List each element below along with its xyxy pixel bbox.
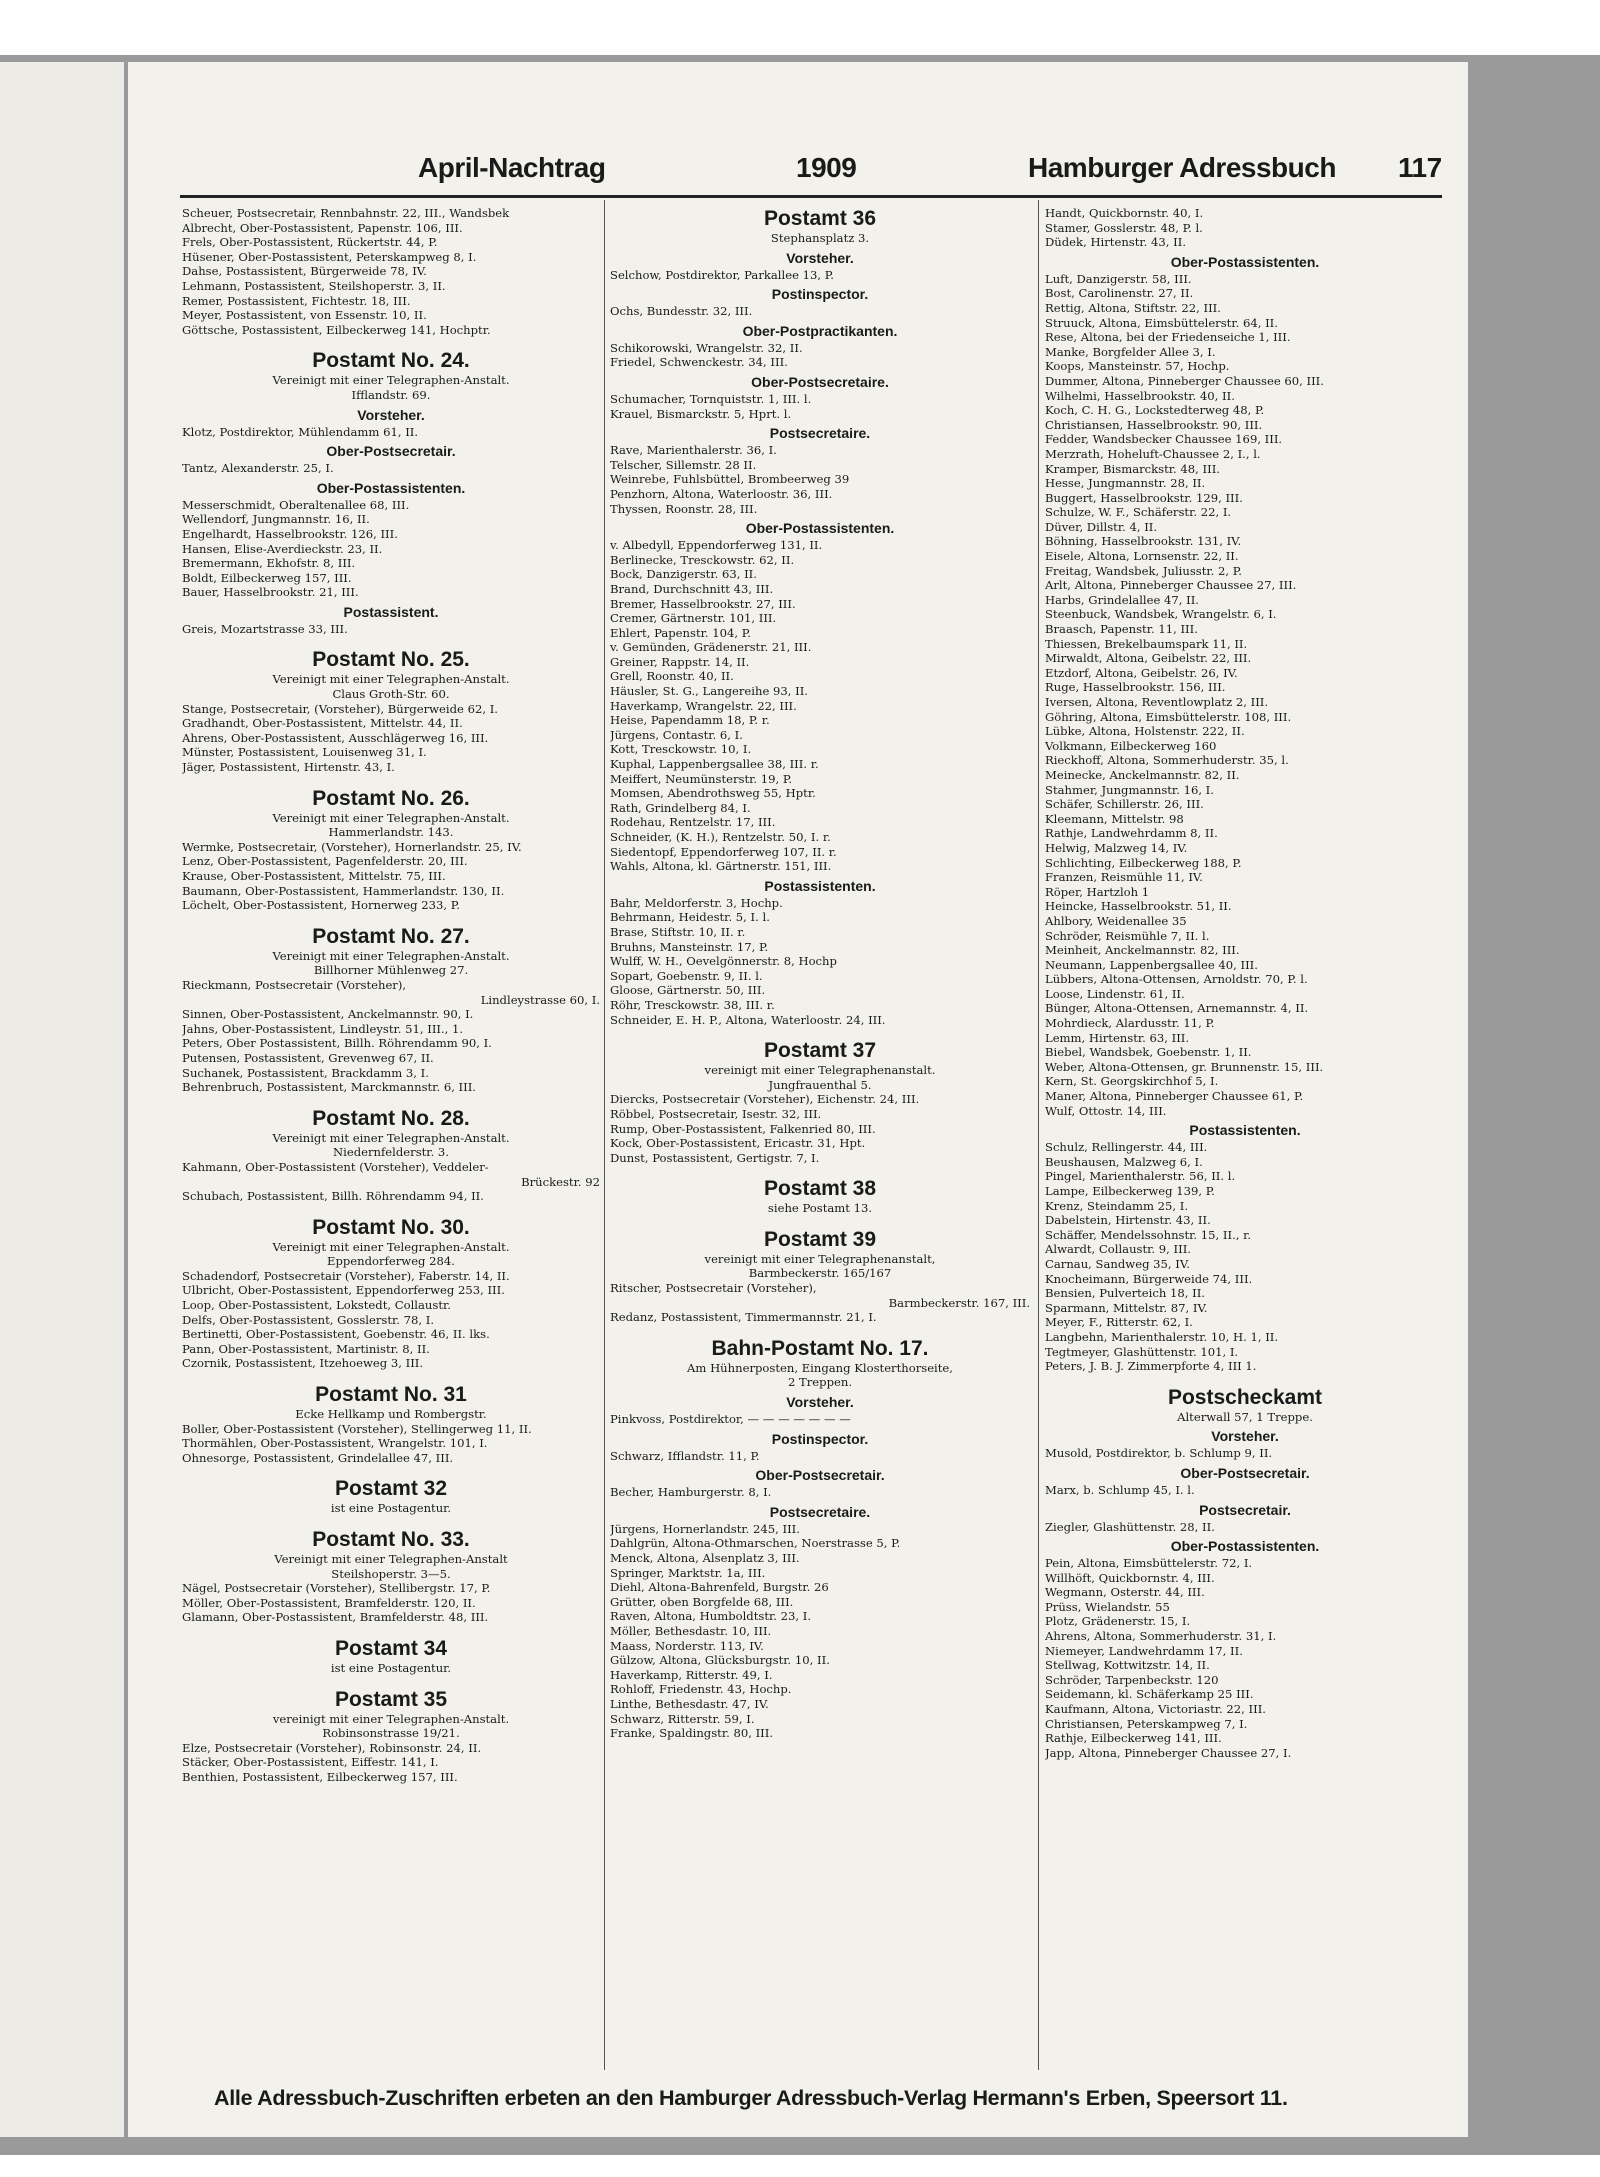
directory-entry: Kramper, Bismarckstr. 48, III. <box>1045 461 1220 476</box>
directory-entry: Jäger, Postassistent, Hirtenstr. 43, I. <box>182 760 395 775</box>
postamt-address: Niedernfelderstr. 3. <box>333 1145 449 1160</box>
section-heading: Ober-Postsecretaire. <box>751 373 889 390</box>
directory-entry: Springer, Marktstr. 1a, III. <box>610 1565 766 1580</box>
directory-entry: Scheuer, Postsecretair, Rennbahnstr. 22, III., Wandsbek <box>182 206 510 220</box>
directory-entry: Brase, Stiftstr. 10, II. r. <box>610 924 746 939</box>
directory-entry: Wahls, Altona, kl. Gärtnerstr. 151, III. <box>610 859 832 874</box>
directory-entry: Ehlert, Papenstr. 104, P. <box>610 625 751 640</box>
directory-entry: Fedder, Wandsbecker Chaussee 169, III. <box>1045 432 1283 447</box>
directory-entry: Rathje, Landwehrdamm 8, II. <box>1045 826 1218 841</box>
directory-entry: Wilhelmi, Hasselbrookstr. 40, II. <box>1045 388 1235 403</box>
directory-entry: Wegmann, Osterstr. 44, III. <box>1045 1585 1205 1600</box>
header-year: 1909 <box>796 152 857 183</box>
column-divider-2 <box>1038 200 1039 2070</box>
directory-entry: Löchelt, Ober-Postassistent, Hornerweg 233, P. <box>182 898 460 913</box>
directory-entry: Jürgens, Contastr. 6, I. <box>610 727 743 742</box>
directory-entry: Glamann, Ober-Postassistent, Bramfelderstr. 48, III. <box>182 1610 489 1625</box>
directory-entry-continuation: Barmbeckerstr. 167, III. <box>888 1295 1030 1310</box>
directory-entry: Selchow, Postdirektor, Parkallee 13, P. <box>610 267 834 282</box>
postamt-title: Bahn-Postamt No. 17. <box>711 1336 929 1360</box>
directory-entry: Diehl, Altona-Bahrenfeld, Burgstr. 26 <box>610 1580 829 1595</box>
directory-entry: Hansen, Elise-Averdieckstr. 23, II. <box>182 541 383 556</box>
postamt-title: Postamt No. 31 <box>315 1383 467 1407</box>
directory-entry: Stahmer, Jungmannstr. 16, I. <box>1045 782 1214 797</box>
directory-entry: Helwig, Malzweg 14, IV. <box>1045 840 1188 855</box>
postamt-address: Claus Groth-Str. 60. <box>332 687 450 702</box>
directory-entry: Benthien, Postassistent, Eilbeckerweg 157, III. <box>182 1769 458 1784</box>
directory-entry: Kern, St. Georgskirchhof 5, I. <box>1045 1074 1219 1089</box>
postamt-address: Billhorner Mühlenweg 27. <box>313 963 469 978</box>
directory-entry: Tegtmeyer, Glashüttenstr. 101, I. <box>1045 1344 1239 1359</box>
directory-entry: Stellwag, Kottwitzstr. 14, II. <box>1045 1658 1210 1673</box>
postamt-address: Ifflandstr. 69. <box>351 387 431 402</box>
directory-entry: Düver, Dillstr. 4, II. <box>1045 519 1158 534</box>
directory-entry: Merzrath, Hoheluft-Chaussee 2, I., l. <box>1045 446 1261 461</box>
footer-notice: Alle Adressbuch-Zuschriften erbeten an den Hamburger Adressbuch-Verlag Hermann's Erben, Speersort 11. <box>214 2086 1288 2110</box>
directory-entry: Alwardt, Collaustr. 9, III. <box>1045 1242 1191 1257</box>
directory-entry: Lemm, Hirtenstr. 63, III. <box>1045 1030 1190 1045</box>
directory-entry: Buggert, Hasselbrookstr. 129, III. <box>1045 490 1243 505</box>
directory-entry: Krenz, Steindamm 25, I. <box>1045 1198 1189 1213</box>
directory-entry: Diercks, Postsecretair (Vorsteher), Eichenstr. 24, III. <box>610 1092 920 1107</box>
section-heading: Postassistenten. <box>764 877 876 894</box>
directory-entry: Ohnesorge, Postassistent, Grindelallee 47, III. <box>182 1450 454 1465</box>
directory-entry: Röhr, Tresckowstr. 38, III. r. <box>610 997 775 1012</box>
directory-entry: Schulze, W. F., Schäferstr. 22, I. <box>1045 505 1232 520</box>
directory-entry: Loose, Lindenstr. 61, II. <box>1045 986 1185 1001</box>
directory-entry: Maass, Norderstr. 113, IV. <box>610 1638 764 1653</box>
directory-entry: Bruhns, Mansteinstr. 17, P. <box>610 939 769 954</box>
postamt-title: Postamt No. 26. <box>312 786 470 810</box>
directory-entry-continuation: Brückestr. 92 <box>521 1174 600 1189</box>
postamt-title: Postamt No. 30. <box>312 1215 470 1239</box>
directory-entry: Suchanek, Postassistent, Brackdamm 3, I. <box>182 1065 429 1080</box>
directory-entry: Iversen, Altona, Reventlowplatz 2, III. <box>1045 695 1269 709</box>
postamt-address: vereinigt mit einer Telegraphen-Anstalt. <box>272 1711 510 1726</box>
section-heading: Ober-Postsecretair. <box>755 1467 885 1484</box>
directory-entry: Lehmann, Postassistent, Steilshoperstr. 3, II. <box>182 278 446 293</box>
postamt-address: Stephansplatz 3. <box>770 231 870 245</box>
postamt-title: Postamt 39 <box>763 1227 877 1251</box>
directory-entry: Göttsche, Postassistent, Eilbeckerweg 141, Hochptr. <box>182 322 491 337</box>
postamt-address: Vereinigt mit einer Telegraphen-Anstalt. <box>272 672 510 687</box>
directory-entry: Harbs, Grindelallee 47, II. <box>1045 592 1199 607</box>
directory-entry: Schneider, E. H. P., Altona, Waterloostr. 24, III. <box>610 1012 886 1027</box>
directory-entry: Bock, Danzigerstr. 63, II. <box>610 567 757 582</box>
directory-entry: Meiffert, Neumünsterstr. 19, P. <box>610 771 793 786</box>
directory-entry: Neumann, Lappenbergsallee 40, III. <box>1045 957 1258 972</box>
postamt-address: 2 Treppen. <box>787 1375 853 1390</box>
directory-entry: Berlinecke, Tresckowstr. 62, II. <box>610 552 795 567</box>
directory-entry: Rump, Ober-Postassistent, Falkenried 80, III. <box>610 1121 876 1136</box>
directory-entry: Schikorowski, Wrangelstr. 32, II. <box>610 340 803 355</box>
directory-entry: Lenz, Ober-Postassistent, Pagenfelderstr. 20, III. <box>182 854 468 869</box>
directory-entry: Behrenbruch, Postassistent, Marckmannstr. 6, III. <box>182 1080 476 1095</box>
section-heading: Postsecretaire. <box>769 425 871 442</box>
postamt-title: Postscheckamt <box>1167 1385 1323 1409</box>
directory-entry: Weinrebe, Fuhlsbüttel, Brombeerweg 39 <box>610 472 850 487</box>
directory-entry: Willhöft, Quickbornstr. 4, III. <box>1045 1570 1215 1585</box>
directory-entry: Sparmann, Mittelstr. 87, IV. <box>1045 1300 1208 1315</box>
directory-entry: Hüsener, Ober-Postassistent, Peterskampweg 8, I. <box>182 249 477 264</box>
postamt-title: Postamt 36 <box>763 207 877 230</box>
directory-entry: Biebel, Wandsbek, Goebenstr. 1, II. <box>1045 1045 1252 1060</box>
directory-entry: Ruge, Hasselbrookstr. 156, III. <box>1045 680 1226 695</box>
directory-entry: Freitag, Wandsbek, Juliusstr. 2, P. <box>1045 563 1242 578</box>
directory-entry: Röbbel, Postsecretair, Isestr. 32, III. <box>610 1106 822 1121</box>
directory-entry: Dahse, Postassistent, Bürgerweide 78, IV. <box>182 264 427 279</box>
directory-entry: Gülzow, Altona, Glücksburgstr. 10, II. <box>610 1653 830 1668</box>
directory-entry: Peters, J. B. J. Zimmerpforte 4, III 1. <box>1045 1359 1257 1374</box>
directory-entry: Heincke, Hasselbrookstr. 51, II. <box>1045 899 1232 914</box>
directory-entry: Lübke, Altona, Holstenstr. 222, II. <box>1045 724 1245 739</box>
postamt-title: Postamt No. 28. <box>312 1106 470 1130</box>
directory-entry: Sopart, Goebenstr. 9, II. l. <box>610 968 763 983</box>
column-divider-1 <box>604 200 605 2070</box>
directory-entry: Delfs, Ober-Postassistent, Gosslerstr. 78, I. <box>182 1312 435 1327</box>
directory-entry: Christiansen, Hasselbrookstr. 90, III. <box>1045 417 1263 432</box>
postamt-address: Vereinigt mit einer Telegraphen-Anstalt <box>274 1552 508 1566</box>
directory-entry: Mirwaldt, Altona, Geibelstr. 22, III. <box>1045 651 1252 666</box>
directory-entry: Christiansen, Peterskampweg 7, I. <box>1045 1716 1248 1731</box>
header-title: Hamburger Adressbuch <box>1028 152 1336 183</box>
postamt-title: Postamt No. 33. <box>312 1528 470 1551</box>
section-heading: Postassistent. <box>343 603 439 620</box>
directory-entry: Siedentopf, Eppendorferweg 107, II. r. <box>610 844 837 859</box>
directory-entry: Bensien, Pulverteich 18, II. <box>1045 1286 1205 1301</box>
directory-entry: Manke, Borgfelder Allee 3, I. <box>1045 344 1216 359</box>
directory-entry: Franke, Spaldingstr. 80, III. <box>610 1726 774 1741</box>
postamt-address: Hammerlandstr. 143. <box>328 825 454 840</box>
directory-entry: Schwarz, Ifflandstr. 11, P. <box>610 1448 760 1463</box>
directory-entry: Remer, Postassistent, Fichtestr. 18, III. <box>182 293 411 308</box>
directory-entry: Ritscher, Postsecretair (Vorsteher), <box>610 1281 817 1296</box>
directory-entry: Pann, Ober-Postassistent, Martinistr. 8, II. <box>182 1341 430 1356</box>
directory-entry: Dunst, Postassistent, Gertigstr. 7, I. <box>610 1150 820 1165</box>
postamt-address: ist eine Postagentur. <box>330 1501 452 1516</box>
directory-entry: Häusler, St. G., Langereihe 93, II. <box>610 684 808 699</box>
directory-entry: Loop, Ober-Postassistent, Lokstedt, Collaustr. <box>182 1298 451 1313</box>
directory-entry: Meinecke, Anckelmannstr. 82, II. <box>1045 767 1240 782</box>
postamt-address: Vereinigt mit einer Telegraphen-Anstalt. <box>272 810 510 825</box>
section-heading: Ober-Postpractikanten. <box>742 322 898 339</box>
directory-entry: Pingel, Marienthalerstr. 56, II. l. <box>1045 1169 1236 1184</box>
directory-entry: Bost, Carolinenstr. 27, II. <box>1045 286 1194 301</box>
directory-entry: Ochs, Bundesstr. 32, III. <box>610 304 753 319</box>
header-left: April-Nachtrag <box>418 152 606 183</box>
section-heading: Postsecretair. <box>1199 1501 1291 1518</box>
directory-entry: Bauer, Hasselbrookstr. 21, III. <box>182 585 359 600</box>
section-heading: Ober-Postsecretair. <box>326 443 456 460</box>
section-heading: Vorsteher. <box>786 249 854 266</box>
section-heading: Ober-Postassistenten. <box>745 520 895 537</box>
section-heading: Vorsteher. <box>1211 1428 1279 1445</box>
directory-entry: Lampe, Eilbeckerweg 139, P. <box>1045 1184 1215 1198</box>
directory-entry: Meyer, F., Ritterstr. 62, I. <box>1045 1315 1193 1330</box>
postamt-address: Vereinigt mit einer Telegraphen-Anstalt. <box>272 1130 510 1145</box>
directory-entry: Prüss, Wielandstr. 55 <box>1045 1599 1170 1614</box>
directory-entry: Brand, Durchschnitt 43, III. <box>610 581 774 596</box>
directory-entry: Schwarz, Ritterstr. 59, I. <box>610 1711 755 1726</box>
directory-entry: Kott, Tresckowstr. 10, I. <box>610 742 752 757</box>
directory-entry: Boldt, Eilbeckerweg 157, III. <box>182 570 352 585</box>
page-number: 117 <box>1398 152 1442 183</box>
section-heading: Postassistenten. <box>1189 1122 1301 1139</box>
directory-entry: Schäfer, Schillerstr. 26, III. <box>1045 797 1204 812</box>
postamt-address: siehe Postamt 13. <box>767 1201 873 1216</box>
directory-entry: Kock, Ober-Postassistent, Ericastr. 31, Hpt. <box>610 1136 866 1151</box>
directory-entry: Elze, Postsecretair (Vorsteher), Robinsonstr. 24, II. <box>182 1740 482 1755</box>
directory-entry: Schäffer, Mendelssohnstr. 15, II., r. <box>1045 1227 1252 1242</box>
postamt-address: Vereinigt mit einer Telegraphen-Anstalt. <box>272 1239 510 1254</box>
directory-entry: Japp, Altona, Pinneberger Chaussee 27, I. <box>1045 1745 1292 1760</box>
directory-entry: Koops, Mansteinstr. 57, Hochp. <box>1045 359 1230 374</box>
directory-entry: Eisele, Altona, Lornsenstr. 22, II. <box>1045 549 1239 564</box>
directory-entry: Langbehn, Marienthalerstr. 10, H. 1, II. <box>1045 1329 1279 1344</box>
directory-entry: Rettig, Altona, Stiftstr. 22, III. <box>1045 300 1221 315</box>
directory-entry: Beushausen, Malzweg 6, I. <box>1045 1154 1203 1169</box>
directory-entry: Steenbuck, Wandsbek, Wrangelstr. 6, I. <box>1045 607 1277 622</box>
directory-entry: Etzdorf, Altona, Geibelstr. 26, IV. <box>1045 665 1238 680</box>
directory-entry: Dummer, Altona, Pinneberger Chaussee 60, III. <box>1045 373 1324 388</box>
directory-entry: Krause, Ober-Postassistent, Mittelstr. 75, III. <box>182 869 446 883</box>
directory-entry: Krauel, Bismarckstr. 5, Hprt. l. <box>610 406 792 421</box>
header-rule <box>180 195 1442 198</box>
section-heading: Postsecretaire. <box>769 1503 871 1520</box>
directory-entry: Momsen, Abendrothsweg 55, Hptr. <box>610 786 816 801</box>
directory-entry: Pinkvoss, Postdirektor, — — — — — — — <box>610 1412 851 1427</box>
directory-entry: Wulff, W. H., Oevelgönnerstr. 8, Hochp <box>610 954 837 969</box>
section-heading: Ober-Postassistenten. <box>1170 1538 1320 1555</box>
directory-entry: Meinheit, Anckelmannstr. 82, III. <box>1045 943 1240 958</box>
directory-entry: Wulf, Ottostr. 14, III. <box>1045 1103 1167 1118</box>
directory-entry: Göhring, Altona, Eimsbüttelerstr. 108, III. <box>1045 709 1292 724</box>
section-heading: Ober-Postassistenten. <box>1170 253 1320 270</box>
directory-entry: Musold, Postdirektor, b. Schlump 9, II. <box>1045 1446 1273 1461</box>
directory-entry: Sinnen, Ober-Postassistent, Anckelmannstr. 90, I. <box>182 1007 474 1022</box>
directory-entry: Klotz, Postdirektor, Mühlendamm 61, II. <box>182 424 419 439</box>
directory-entry: Franzen, Reismühle 11, IV. <box>1045 870 1203 885</box>
postamt-address: Eppendorferweg 284. <box>327 1254 455 1269</box>
directory-entry: Greiner, Rappstr. 14, II. <box>610 654 750 669</box>
directory-entry: Putensen, Postassistent, Grevenweg 67, II. <box>182 1050 434 1065</box>
directory-entry: Wellendorf, Jungmannstr. 16, II. <box>182 512 370 527</box>
postamt-address: Alterwall 57, 1 Treppe. <box>1177 1409 1313 1424</box>
directory-entry: Grell, Roonstr. 40, II. <box>610 669 734 684</box>
directory-entry: Struuck, Altona, Eimsbüttelerstr. 64, II. <box>1045 315 1278 330</box>
postamt-address: Ecke Hellkamp und Rombergstr. <box>295 1407 487 1422</box>
directory-entry: Thiessen, Brekelbaumspark 11, II. <box>1045 636 1248 651</box>
directory-entry: Gloose, Gärtnerstr. 50, III. <box>610 983 766 998</box>
directory-entry: Behrmann, Heidestr. 5, I. l. <box>610 910 770 925</box>
directory-entry: Rese, Altona, bei der Friedenseiche 1, III. <box>1045 330 1291 345</box>
directory-entry: Cremer, Gärtnerstr. 101, III. <box>610 611 777 626</box>
postamt-address: vereinigt mit einer Telegraphenanstalt. <box>704 1063 936 1078</box>
directory-entry: Friedel, Schwenckestr. 34, III. <box>610 355 788 370</box>
directory-entry: Stange, Postsecretair, (Vorsteher), Bürgerweide 62, I. <box>182 701 498 716</box>
directory-entry: Rieckhoff, Altona, Sommerhuderstr. 35, l. <box>1045 753 1289 768</box>
directory-entry: Baumann, Ober-Postassistent, Hammerlandstr. 130, II. <box>182 883 505 898</box>
directory-entry-continuation: Lindleystrasse 60, I. <box>480 992 600 1007</box>
postamt-address: Am Hühnerposten, Eingang Klosterthorseite, <box>687 1360 953 1375</box>
previous-page-edge <box>0 62 124 2137</box>
postamt-address: Vereinigt mit einer Telegraphen-Anstalt. <box>272 373 510 388</box>
directory-entry: Röper, Hartzloh 1 <box>1045 884 1150 899</box>
directory-entry: Peters, Ober Postassistent, Billh. Röhrendamm 90, I. <box>182 1036 492 1051</box>
directory-entry: Bertinetti, Ober-Postassistent, Goebenstr. 46, II. lks. <box>182 1327 490 1342</box>
directory-entry: Arlt, Altona, Pinneberger Chaussee 27, III. <box>1045 578 1297 593</box>
directory-entry: Ziegler, Glashüttenstr. 28, II. <box>1045 1519 1215 1534</box>
directory-entry: v. Gemünden, Grädenerstr. 21, III. <box>610 640 812 655</box>
postamt-title: Postamt No. 27. <box>312 924 470 948</box>
directory-entry: Nägel, Postsecretair (Vorsteher), Stellibergstr. 17, P. <box>182 1581 491 1596</box>
directory-entry: Maner, Altona, Pinneberger Chaussee 61, P. <box>1045 1089 1304 1104</box>
directory-entry: Weber, Altona-Ottensen, gr. Brunnenstr. 15, III. <box>1045 1059 1324 1074</box>
directory-entry: Czornik, Postassistent, Itzehoeweg 3, III. <box>182 1356 424 1371</box>
directory-entry: Rohloff, Friedenstr. 43, Hochp. <box>610 1682 792 1697</box>
page-header <box>180 152 1442 192</box>
directory-entry: Meyer, Postassistent, von Essenstr. 10, II. <box>182 308 427 323</box>
section-heading: Vorsteher. <box>357 406 425 423</box>
directory-entry: Bremermann, Ekhofstr. 8, III. <box>182 556 356 571</box>
directory-entry: Bremer, Hasselbrookstr. 27, III. <box>610 596 796 611</box>
postamt-address: Vereinigt mit einer Telegraphen-Anstalt. <box>272 948 510 963</box>
directory-entry: Niemeyer, Landwehrdamm 17, II. <box>1045 1643 1243 1658</box>
postamt-address: ist eine Postagentur. <box>330 1660 452 1675</box>
directory-entry: Messerschmidt, Oberaltenallee 68, III. <box>182 497 410 512</box>
directory-entry: Koch, C. H. G., Lockstedterweg 48, P. <box>1045 403 1265 418</box>
postamt-title: Postamt 34 <box>334 1636 448 1660</box>
directory-entry: Hesse, Jungmannstr. 28, II. <box>1045 476 1206 491</box>
directory-entry: Mohrdieck, Alardusstr. 11, P. <box>1045 1016 1215 1031</box>
directory-entry: Schlichting, Eilbeckerweg 188, P. <box>1045 855 1242 870</box>
directory-entry: Ahlbory, Weidenallee 35 <box>1045 913 1187 928</box>
directory-entry: Ulbricht, Ober-Postassistent, Eppendorferweg 253, III. <box>182 1283 505 1298</box>
postamt-title: Postamt No. 24. <box>312 349 470 373</box>
directory-entry: Bünger, Altona-Ottensen, Arnemannstr. 4, II. <box>1045 1001 1309 1016</box>
directory-entry: Volkmann, Eilbeckerweg 160 <box>1045 738 1217 753</box>
directory-entry: Kaufmann, Altona, Victoriastr. 22, III. <box>1045 1702 1266 1717</box>
postamt-address: Jungfrauenthal 5. <box>768 1077 872 1092</box>
postamt-title: Postamt 35 <box>334 1687 448 1711</box>
directory-entry: Schulz, Rellingerstr. 44, III. <box>1045 1140 1208 1155</box>
directory-entry: Kuphal, Lappenbergsallee 38, III. r. <box>610 757 819 772</box>
directory-entry: Thormählen, Ober-Postassistent, Wrangelstr. 101, I. <box>182 1436 488 1451</box>
directory-entry: Böhning, Hasselbrookstr. 131, IV. <box>1045 534 1242 549</box>
directory-entry: Thyssen, Roonstr. 28, III. <box>610 501 758 516</box>
directory-entry: Handt, Quickbornstr. 40, I. <box>1045 206 1204 220</box>
directory-entry: Rodehau, Rentzelstr. 17, III. <box>610 815 776 830</box>
directory-entry: Boller, Ober-Postassistent (Vorsteher), Stellingerweg 11, II. <box>182 1421 532 1436</box>
directory-entry: Schröder, Tarpenbeckstr. 120 <box>1045 1672 1219 1687</box>
postamt-address: Steilshoperstr. 3—5. <box>331 1566 451 1581</box>
directory-entry: Redanz, Postassistent, Timmermannstr. 21, I. <box>610 1310 877 1325</box>
directory-entry: Münster, Postassistent, Louisenweg 31, I. <box>182 745 427 760</box>
directory-entry: Ahrens, Altona, Sommerhuderstr. 31, I. <box>1045 1629 1277 1644</box>
directory-entry: Frels, Ober-Postassistent, Rückertstr. 44, P. <box>182 235 438 250</box>
directory-entry: Möller, Bethesdastr. 10, III. <box>610 1623 772 1638</box>
directory-entry: Kahmann, Ober-Postassistent (Vorsteher), Veddeler- <box>182 1159 489 1174</box>
directory-entry: v. Albedyll, Eppendorferweg 131, II. <box>610 538 823 553</box>
directory-entry: Grütter, oben Borgfelde 68, III. <box>610 1594 794 1609</box>
directory-entry: Heise, Papendamm 18, P. r. <box>610 713 770 728</box>
directory-entry: Braasch, Papenstr. 11, III. <box>1045 622 1198 637</box>
section-heading: Vorsteher. <box>786 1394 854 1411</box>
section-heading: Ober-Postsecretair. <box>1180 1464 1310 1481</box>
directory-entry: Carnau, Sandweg 35, IV. <box>1045 1256 1190 1271</box>
directory-entry: Pein, Altona, Eimsbüttelerstr. 72, I. <box>1045 1556 1253 1571</box>
directory-entry: Bahr, Meldorferstr. 3, Hochp. <box>610 895 783 910</box>
directory-entry: Stamer, Gosslerstr. 48, P. l. <box>1045 220 1203 235</box>
directory-entry: Möller, Ober-Postassistent, Bramfelderstr. 120, II. <box>182 1595 476 1610</box>
column-1 <box>182 206 600 1785</box>
directory-entry: Schneider, (K. H.), Rentzelstr. 50, I. r. <box>610 830 831 844</box>
directory-entry: Rieckmann, Postsecretair (Vorsteher), <box>182 977 407 992</box>
directory-entry: Tantz, Alexanderstr. 25, I. <box>182 461 334 476</box>
postamt-address: Barmbeckerstr. 165/167 <box>748 1266 892 1281</box>
directory-entry: Gradhandt, Ober-Postassistent, Mittelstr. 44, II. <box>182 716 463 731</box>
directory-entry: Seidemann, kl. Schäferkamp 25 III. <box>1045 1687 1254 1702</box>
directory-entry: Luft, Danzigerstr. 58, III. <box>1045 271 1192 286</box>
directory-entry: Schröder, Reismühle 7, II. l. <box>1045 928 1210 943</box>
directory-entry: Raven, Altona, Humboldtstr. 23, I. <box>610 1609 812 1624</box>
section-heading: Postinspector. <box>771 1430 869 1447</box>
directory-entry: Plotz, Grädenerstr. 15, I. <box>1045 1614 1191 1629</box>
directory-entry: Düdek, Hirtenstr. 43, II. <box>1045 235 1187 250</box>
directory-entry: Penzhorn, Altona, Waterloostr. 36, III. <box>610 486 833 501</box>
directory-entry: Stäcker, Ober-Postassistent, Eiffestr. 141, I. <box>182 1755 439 1770</box>
directory-entry: Schubach, Postassistent, Billh. Röhrendamm 94, II. <box>182 1189 484 1204</box>
directory-entry: Haverkamp, Wrangelstr. 22, III. <box>610 698 797 713</box>
directory-entry: Marx, b. Schlump 45, I. l. <box>1045 1482 1195 1497</box>
directory-entry: Ahrens, Ober-Postassistent, Ausschlägerweg 16, III. <box>182 730 489 745</box>
directory-entry: Wermke, Postsecretair, (Vorsteher), Hornerlandstr. 25, IV. <box>182 839 522 854</box>
section-heading: Ober-Postassistenten. <box>316 479 466 496</box>
column-3 <box>1045 206 1445 1760</box>
directory-entry: Haverkamp, Ritterstr. 49, I. <box>610 1667 773 1682</box>
column-2 <box>610 206 1030 1741</box>
directory-entry: Jürgens, Hornerlandstr. 245, III. <box>610 1521 800 1536</box>
directory-entry: Rath, Grindelberg 84, I. <box>610 800 751 815</box>
directory-entry: Schadendorf, Postsecretair (Vorsteher), Faberstr. 14, II. <box>182 1268 510 1283</box>
postamt-title: Postamt No. 25. <box>312 648 470 672</box>
postamt-address: vereinigt mit einer Telegraphenanstalt, <box>704 1251 936 1266</box>
postamt-title: Postamt 38 <box>763 1177 877 1201</box>
directory-entry: Becher, Hamburgerstr. 8, I. <box>610 1485 772 1500</box>
section-heading: Postinspector. <box>771 286 869 303</box>
postamt-title: Postamt 32 <box>334 1477 448 1501</box>
directory-entry: Menck, Altona, Alsenplatz 3, III. <box>610 1551 800 1565</box>
directory-entry: Rathje, Eilbeckerweg 141, III. <box>1045 1731 1222 1746</box>
directory-entry: Knocheimann, Bürgerweide 74, III. <box>1045 1271 1253 1286</box>
directory-entry: Jahns, Ober-Postassistent, Lindleystr. 51, III., 1. <box>182 1021 464 1036</box>
directory-entry: Engelhardt, Hasselbrookstr. 126, III. <box>182 526 398 541</box>
directory-entry: Greis, Mozartstrasse 33, III. <box>182 621 348 636</box>
directory-entry: Rave, Marienthalerstr. 36, I. <box>610 443 777 458</box>
directory-entry: Linthe, Bethesdastr. 47, IV. <box>610 1696 769 1711</box>
directory-entry: Kleemann, Mittelstr. 98 <box>1045 811 1184 826</box>
directory-entry: Lübbers, Altona-Ottensen, Arnoldstr. 70, P. l. <box>1045 972 1308 987</box>
postamt-title: Postamt 37 <box>763 1039 877 1063</box>
directory-entry: Dahlgrün, Altona-Othmarschen, Noerstrasse 5, P. <box>610 1536 901 1551</box>
directory-entry: Dabelstein, Hirtenstr. 43, II. <box>1045 1213 1211 1228</box>
directory-entry: Telscher, Sillemstr. 28 II. <box>610 457 757 472</box>
directory-entry: Schumacher, Tornquiststr. 1, III. l. <box>610 391 812 406</box>
directory-entry: Albrecht, Ober-Postassistent, Papenstr. 106, III. <box>182 220 463 235</box>
postamt-address: Robinsonstrasse 19/21. <box>322 1726 460 1741</box>
